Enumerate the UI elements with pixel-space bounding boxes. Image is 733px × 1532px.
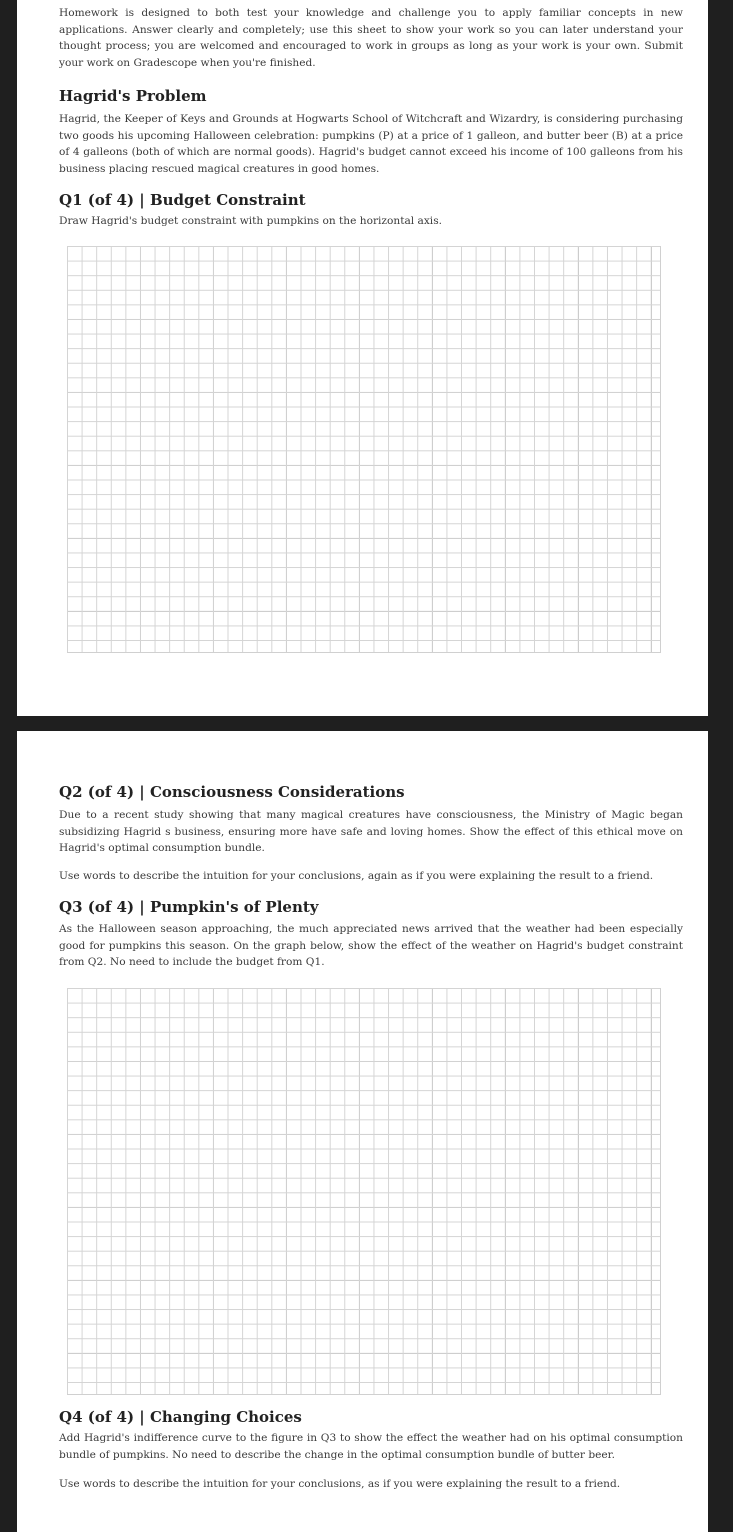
q2-paragraph: Due to a recent study showing that many magical creatures have consciousness, the Ministry of Magic began subsidizing Hagrid s business, ensuring more have safe and loving homes. Show the effect of this ethical move on Hagrid's optimal consumption bundle. [59,809,683,854]
q2-heading: Q2 (of 4) | Consciousness Considerations [59,783,405,801]
q3-paragraph: As the Halloween season approaching, the much appreciated news arrived that the weather had been especially good for pumpkins this season. On the graph below, show the effect of the weather on Hagrid's budget constraint from Q2. No need to include the budget from Q1. [59,923,683,968]
problem-paragraph: Hagrid, the Keeper of Keys and Grounds at Hogwarts School of Witchcraft and Wizardry, is considering purchasing two goods his upcoming Halloween celebration: pumpkins (P) at a price of 1 galleon, and butter beer (B) at a price of 4 galleons (both of which are normal goods). Hagrid's budget cannot exceed his income of 100 galleons from his business placing rescued magical creatures in good homes. [59,113,683,175]
q1-heading: Q1 (of 4) | Budget Constraint [59,191,306,209]
q1-paragraph: Draw Hagrid's budget constraint with pumpkins on the horizontal axis. [59,215,442,227]
q4-intuition-paragraph: Use words to describe the intuition for your conclusions, as if you were explaining the result to a friend. [59,1478,621,1490]
intro-paragraph: Homework is designed to both test your knowledge and challenge you to apply familiar concepts in new applications. Answer clearly and completely; use this sheet to show your work so you can later understand your thought process; you are welcomed and encouraged to work in groups as long as your work is your own. Submit your work on Gradescope when you're finished. [59,7,683,69]
q3-graph-grid[interactable] [67,988,661,1395]
q4-heading: Q4 (of 4) | Changing Choices [59,1408,302,1426]
q2-intuition-paragraph: Use words to describe the intuition for your conclusions, again as if you were explaining the result to a friend. [59,870,654,882]
worksheet-page-1 [17,0,708,716]
q3-heading: Q3 (of 4) | Pumpkin's of Plenty [59,898,319,916]
q4-paragraph: Add Hagrid's indifference curve to the figure in Q3 to show the effect the weather had on his optimal consumption bundle of pumpkins. No need to describe the change in the optimal consumption bundle of butter beer. [59,1432,683,1461]
q1-graph-grid[interactable] [67,246,661,653]
problem-heading: Hagrid's Problem [59,87,207,105]
worksheet-page-2 [17,731,708,1532]
